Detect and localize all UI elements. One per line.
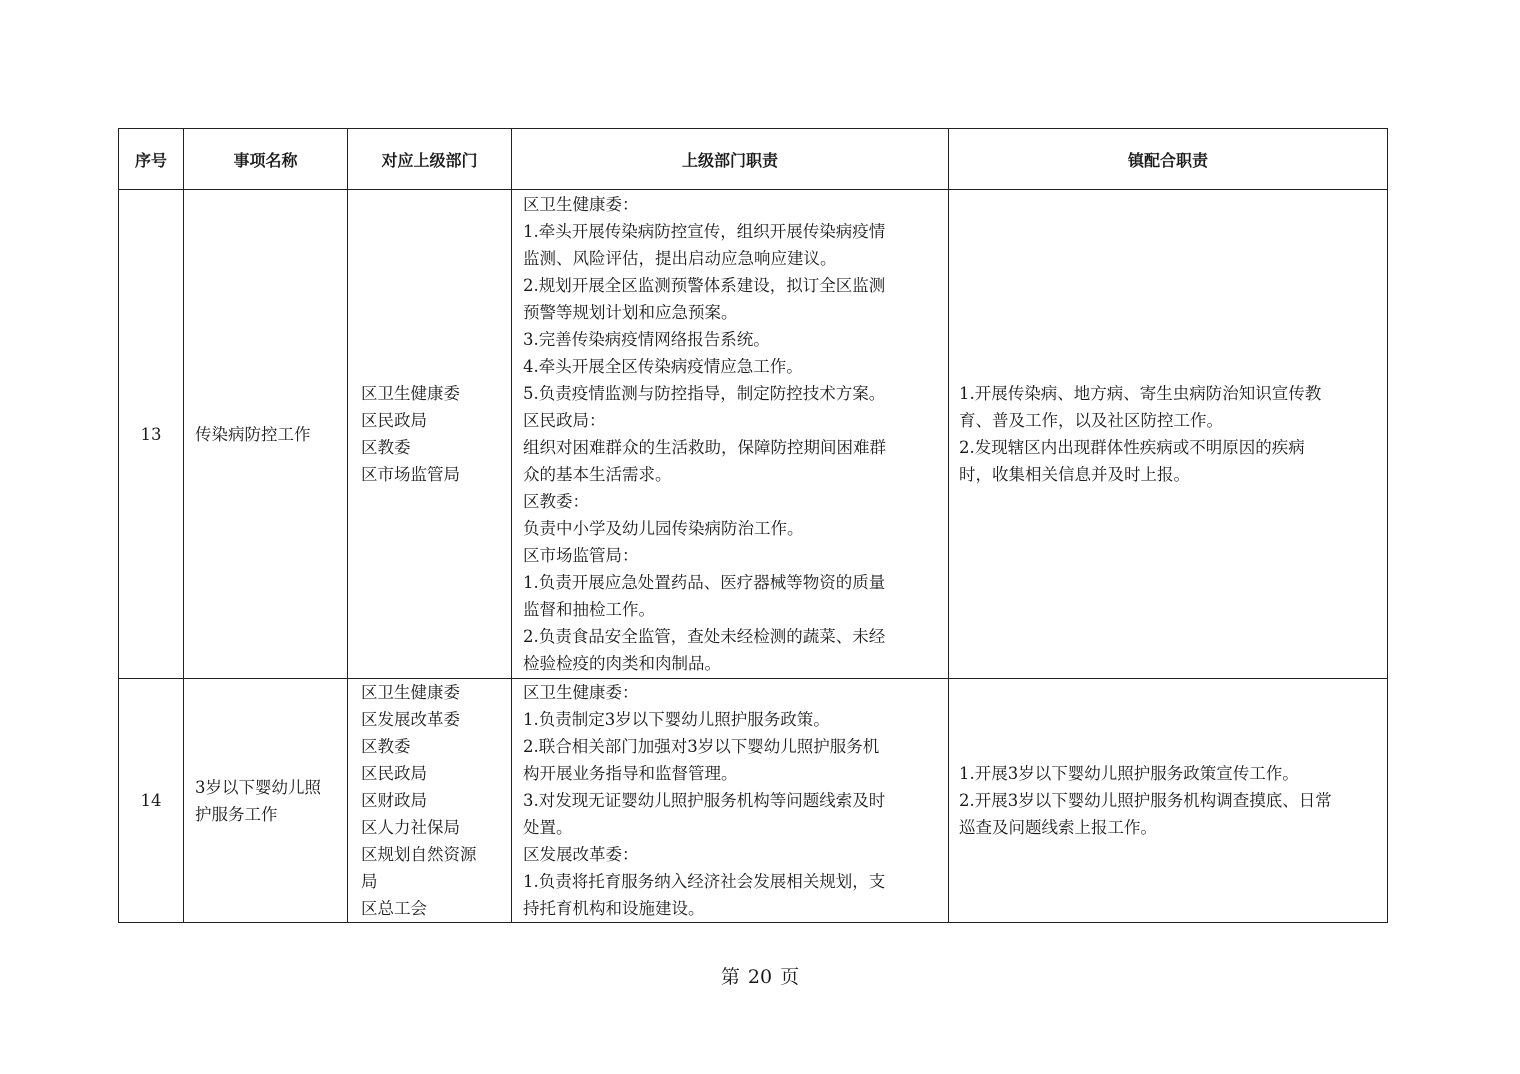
duty-line: 区市场监管局： <box>523 546 639 565</box>
superior-duty-cell <box>512 190 949 679</box>
town-duty-line: 育、普及工作，以及社区防控工作。 <box>959 411 1223 430</box>
header-serial-no: 序号 <box>119 129 184 190</box>
superior-dept-cell <box>348 679 512 923</box>
town-duty-line: 1.开展3岁以下婴幼儿照护服务政策宣传工作。 <box>959 764 1299 783</box>
duty-line: 4.牵头开展全区传染病疫情应急工作。 <box>523 357 803 376</box>
duty-line: 检验检疫的肉类和肉制品。 <box>523 654 721 673</box>
duty-line: 2.负责食品安全监管，查处未经检测的蔬菜、未经 <box>523 627 886 646</box>
item-name-cell <box>184 190 348 679</box>
dept-line: 区总工会 <box>361 899 427 918</box>
duty-line: 区卫生健康委： <box>523 195 639 214</box>
dept-line: 区卫生健康委 <box>361 683 460 702</box>
dept-line: 区规划自然资源 <box>361 845 477 864</box>
header-town-duty: 镇配合职责 <box>949 129 1388 190</box>
duty-line: 负责中小学及幼儿园传染病防治工作。 <box>523 519 804 538</box>
page-number: 第 20 页 <box>720 966 800 988</box>
duty-line: 1.负责制定3岁以下婴幼儿照护服务政策。 <box>523 710 830 729</box>
serial-no-cell: 13 <box>119 190 184 679</box>
table-row <box>119 190 1388 679</box>
town-duty-line: 巡查及问题线索上报工作。 <box>959 818 1157 837</box>
town-duty-line: 2.开展3岁以下婴幼儿照护服务机构调查摸底、日常 <box>959 791 1332 810</box>
dept-line: 区卫生健康委 <box>361 384 460 403</box>
duty-line: 持托育机构和设施建设。 <box>523 899 705 918</box>
duty-line: 2.联合相关部门加强对3岁以下婴幼儿照护服务机 <box>523 737 880 756</box>
duty-line: 5.负责疫情监测与防控指导，制定防控技术方案。 <box>523 384 886 403</box>
town-duty-cell <box>949 190 1388 679</box>
duty-line: 1.牵头开展传染病防控宣传，组织开展传染病疫情 <box>523 222 886 241</box>
duty-line: 处置。 <box>523 818 573 837</box>
town-duty-cell <box>949 679 1388 923</box>
dept-line: 区发展改革委 <box>361 710 460 729</box>
duty-line: 监测、风险评估，提出启动应急响应建议。 <box>523 249 837 268</box>
superior-duty-cell <box>512 679 949 923</box>
dept-line: 区民政局 <box>361 411 427 430</box>
header-superior-dept: 对应上级部门 <box>348 129 512 190</box>
dept-line: 局 <box>361 872 378 891</box>
duty-table <box>118 128 1388 923</box>
duty-line: 区卫生健康委： <box>523 683 639 702</box>
duty-line: 区民政局： <box>523 411 606 430</box>
duty-line: 3.完善传染病疫情网络报告系统。 <box>523 330 770 349</box>
duty-line: 2.规划开展全区监测预警体系建设，拟订全区监测 <box>523 276 886 295</box>
town-duty-line: 2.发现辖区内出现群体性疾病或不明原因的疾病 <box>959 438 1305 457</box>
item-name-cell <box>184 679 348 923</box>
duty-line: 构开展业务指导和监督管理。 <box>523 764 738 783</box>
item-name-line: 护服务工作 <box>195 804 278 824</box>
town-duty-line: 1.开展传染病、地方病、寄生虫病防治知识宣传教 <box>959 384 1322 403</box>
table-header-row <box>119 129 1388 190</box>
duty-line: 众的基本生活需求。 <box>523 465 672 484</box>
duty-line: 1.负责开展应急处置药品、医疗器械等物资的质量 <box>523 573 886 592</box>
dept-line: 区教委 <box>361 438 411 457</box>
item-name-line: 传染病防控工作 <box>195 424 311 444</box>
duty-line: 区发展改革委： <box>523 845 639 864</box>
header-item-name: 事项名称 <box>184 129 348 190</box>
header-superior-duty: 上级部门职责 <box>512 129 949 190</box>
duty-line: 监督和抽检工作。 <box>523 600 655 619</box>
duty-line: 预警等规划计划和应急预案。 <box>523 303 738 322</box>
dept-line: 区教委 <box>361 737 411 756</box>
dept-line: 区财政局 <box>361 791 427 810</box>
table-row <box>119 679 1388 923</box>
town-duty-line: 时，收集相关信息并及时上报。 <box>959 465 1190 484</box>
superior-dept-cell <box>348 190 512 679</box>
serial-no-cell: 14 <box>119 679 184 923</box>
duty-line: 1.负责将托育服务纳入经济社会发展相关规划，支 <box>523 872 886 891</box>
dept-line: 区人力社保局 <box>361 818 460 837</box>
duty-line: 3.对发现无证婴幼儿照护服务机构等问题线索及时 <box>523 791 886 810</box>
duty-line: 区教委： <box>523 492 589 511</box>
dept-line: 区民政局 <box>361 764 427 783</box>
dept-line: 区市场监管局 <box>361 465 460 484</box>
duty-line: 组织对困难群众的生活救助，保障防控期间困难群 <box>523 438 886 457</box>
item-name-line: 3岁以下婴幼儿照 <box>195 777 321 797</box>
